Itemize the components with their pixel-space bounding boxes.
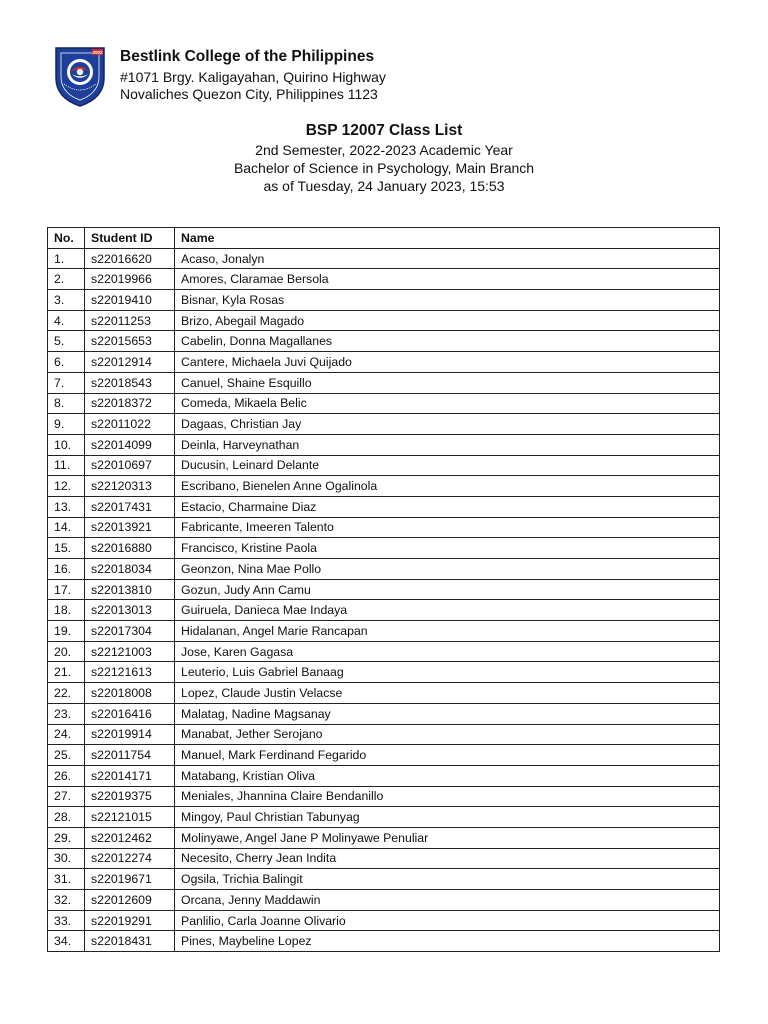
student-id-cell: s22019671 <box>85 869 175 890</box>
table-header <box>48 228 720 249</box>
student-name-cell: Leuterio, Luis Gabriel Banaag <box>175 662 720 683</box>
table-row <box>48 331 720 352</box>
row-number: 31. <box>48 869 85 890</box>
student-name-cell: Dagaas, Christian Jay <box>175 414 720 435</box>
table-row <box>48 476 720 497</box>
institution-address-line2: Novaliches Quezon City, Philippines 1123 <box>120 86 378 102</box>
row-number: 18. <box>48 600 85 621</box>
document-program: Bachelor of Science in Psychology, Main Branch <box>233 160 535 176</box>
document-titles <box>0 121 768 195</box>
row-number: 19. <box>48 621 85 642</box>
document-as-of: as of Tuesday, 24 January 2023, 15:53 <box>263 178 505 194</box>
student-name-cell: Hidalanan, Angel Marie Rancapan <box>175 621 720 642</box>
student-id-cell: s22014099 <box>85 434 175 455</box>
student-id-cell: s22120313 <box>85 476 175 497</box>
student-name-cell: Deinla, Harveynathan <box>175 434 720 455</box>
row-number: 3. <box>48 290 85 311</box>
student-id-cell: s22018372 <box>85 393 175 414</box>
student-id-cell: s22011754 <box>85 745 175 766</box>
table-row <box>48 890 720 911</box>
student-id-cell: s22015653 <box>85 331 175 352</box>
table-row <box>48 786 720 807</box>
student-name-cell: Guiruela, Danieca Mae Indaya <box>175 600 720 621</box>
row-number: 4. <box>48 310 85 331</box>
table-row <box>48 848 720 869</box>
student-id-cell: s22016416 <box>85 703 175 724</box>
row-number: 7. <box>48 372 85 393</box>
student-name-cell: Geonzon, Nina Mae Pollo <box>175 559 720 580</box>
student-name-cell: Lopez, Claude Justin Velacse <box>175 683 720 704</box>
table-row <box>48 869 720 890</box>
student-name-cell: Panlilio, Carla Joanne Olivario <box>175 910 720 931</box>
table-row <box>48 931 720 952</box>
student-name-cell: Estacio, Charmaine Diaz <box>175 496 720 517</box>
student-name-cell: Escribano, Bienelen Anne Ogalinola <box>175 476 720 497</box>
row-number: 10. <box>48 434 85 455</box>
row-number: 34. <box>48 931 85 952</box>
institution-address-line1: #1071 Brgy. Kaligayahan, Quirino Highway <box>120 69 386 85</box>
header-name: Name <box>175 228 720 249</box>
table-row <box>48 579 720 600</box>
table-row <box>48 910 720 931</box>
student-name-cell: Matabang, Kristian Oliva <box>175 765 720 786</box>
table-row <box>48 269 720 290</box>
header-no: No. <box>48 228 85 249</box>
row-number: 25. <box>48 745 85 766</box>
student-id-cell: s22012609 <box>85 890 175 911</box>
institution-name: Bestlink College of the Philippines <box>120 48 375 65</box>
student-id-cell: s22013921 <box>85 517 175 538</box>
table-header-row <box>48 228 720 249</box>
institution-info <box>120 48 386 103</box>
student-name-cell: Francisco, Kristine Paola <box>175 538 720 559</box>
table-row <box>48 538 720 559</box>
table-row <box>48 745 720 766</box>
row-number: 15. <box>48 538 85 559</box>
row-number: 29. <box>48 827 85 848</box>
table-row <box>48 496 720 517</box>
row-number: 30. <box>48 848 85 869</box>
row-number: 12. <box>48 476 85 497</box>
row-number: 23. <box>48 703 85 724</box>
student-name-cell: Meniales, Jhannina Claire Bendanillo <box>175 786 720 807</box>
student-name-cell: Orcana, Jenny Maddawin <box>175 890 720 911</box>
table-row <box>48 765 720 786</box>
table-row <box>48 310 720 331</box>
table-row <box>48 352 720 373</box>
student-id-cell: s22017304 <box>85 621 175 642</box>
row-number: 28. <box>48 807 85 828</box>
row-number: 17. <box>48 579 85 600</box>
table-row <box>48 807 720 828</box>
student-id-cell: s22017431 <box>85 496 175 517</box>
college-seal-logo <box>52 44 108 108</box>
student-id-cell: s22011022 <box>85 414 175 435</box>
student-name-cell: Amores, Claramae Bersola <box>175 269 720 290</box>
student-id-cell: s22019966 <box>85 269 175 290</box>
student-id-cell: s22016880 <box>85 538 175 559</box>
row-number: 2. <box>48 269 85 290</box>
table-row <box>48 827 720 848</box>
student-name-cell: Manuel, Mark Ferdinand Fegarido <box>175 745 720 766</box>
student-name-cell: Fabricante, Imeeren Talento <box>175 517 720 538</box>
student-name-cell: Pines, Maybeline Lopez <box>175 931 720 952</box>
row-number: 21. <box>48 662 85 683</box>
row-number: 33. <box>48 910 85 931</box>
student-id-cell: s22011253 <box>85 310 175 331</box>
student-id-cell: s22121003 <box>85 641 175 662</box>
student-name-cell: Molinyawe, Angel Jane P Molinyawe Penuliar <box>175 827 720 848</box>
table-row <box>48 372 720 393</box>
table-row <box>48 641 720 662</box>
row-number: 22. <box>48 683 85 704</box>
student-id-cell: s22019291 <box>85 910 175 931</box>
table-body <box>48 248 720 951</box>
student-id-cell: s22013810 <box>85 579 175 600</box>
row-number: 8. <box>48 393 85 414</box>
table-row <box>48 455 720 476</box>
table-row <box>48 517 720 538</box>
student-id-cell: s22012914 <box>85 352 175 373</box>
student-id-cell: s22016620 <box>85 248 175 269</box>
student-name-cell: Brizo, Abegail Magado <box>175 310 720 331</box>
table-row <box>48 600 720 621</box>
table-row <box>48 414 720 435</box>
row-number: 24. <box>48 724 85 745</box>
student-name-cell: Comeda, Mikaela Belic <box>175 393 720 414</box>
student-id-cell: s22013013 <box>85 600 175 621</box>
svg-text:2002: 2002 <box>92 50 103 55</box>
student-name-cell: Jose, Karen Gagasa <box>175 641 720 662</box>
row-number: 11. <box>48 455 85 476</box>
table-row <box>48 662 720 683</box>
student-id-cell: s22018034 <box>85 559 175 580</box>
table-row <box>48 434 720 455</box>
student-name-cell: Canuel, Shaine Esquillo <box>175 372 720 393</box>
header-student-id: Student ID <box>85 228 175 249</box>
table-row <box>48 724 720 745</box>
row-number: 26. <box>48 765 85 786</box>
student-name-cell: Ogsila, Trichia Balingit <box>175 869 720 890</box>
table-row <box>48 393 720 414</box>
student-id-cell: s22018431 <box>85 931 175 952</box>
student-name-cell: Cabelin, Donna Magallanes <box>175 331 720 352</box>
student-id-cell: s22010697 <box>85 455 175 476</box>
student-id-cell: s22018008 <box>85 683 175 704</box>
student-id-cell: s22012462 <box>85 827 175 848</box>
document-title: BSP 12007 Class List <box>305 122 463 139</box>
student-id-cell: s22012274 <box>85 848 175 869</box>
table-row <box>48 683 720 704</box>
row-number: 20. <box>48 641 85 662</box>
row-number: 6. <box>48 352 85 373</box>
student-id-cell: s22014171 <box>85 765 175 786</box>
student-id-cell: s22018543 <box>85 372 175 393</box>
student-name-cell: Ducusin, Leinard Delante <box>175 455 720 476</box>
student-name-cell: Cantere, Michaela Juvi Quijado <box>175 352 720 373</box>
row-number: 13. <box>48 496 85 517</box>
table-row <box>48 290 720 311</box>
document-semester: 2nd Semester, 2022-2023 Academic Year <box>255 142 513 158</box>
table-row <box>48 703 720 724</box>
row-number: 5. <box>48 331 85 352</box>
student-id-cell: s22019914 <box>85 724 175 745</box>
student-id-cell: s22121613 <box>85 662 175 683</box>
student-name-cell: Mingoy, Paul Christian Tabunyag <box>175 807 720 828</box>
student-id-cell: s22019375 <box>85 786 175 807</box>
row-number: 32. <box>48 890 85 911</box>
class-list-table <box>47 227 720 952</box>
document-header <box>48 44 728 108</box>
student-id-cell: s22019410 <box>85 290 175 311</box>
student-name-cell: Acaso, Jonalyn <box>175 248 720 269</box>
student-name-cell: Malatag, Nadine Magsanay <box>175 703 720 724</box>
student-id-cell: s22121015 <box>85 807 175 828</box>
student-name-cell: Bisnar, Kyla Rosas <box>175 290 720 311</box>
table-row <box>48 559 720 580</box>
row-number: 27. <box>48 786 85 807</box>
row-number: 14. <box>48 517 85 538</box>
student-name-cell: Manabat, Jether Serojano <box>175 724 720 745</box>
table-row <box>48 621 720 642</box>
student-name-cell: Gozun, Judy Ann Camu <box>175 579 720 600</box>
student-name-cell: Necesito, Cherry Jean Indita <box>175 848 720 869</box>
row-number: 9. <box>48 414 85 435</box>
row-number: 1. <box>48 248 85 269</box>
row-number: 16. <box>48 559 85 580</box>
table-row <box>48 248 720 269</box>
